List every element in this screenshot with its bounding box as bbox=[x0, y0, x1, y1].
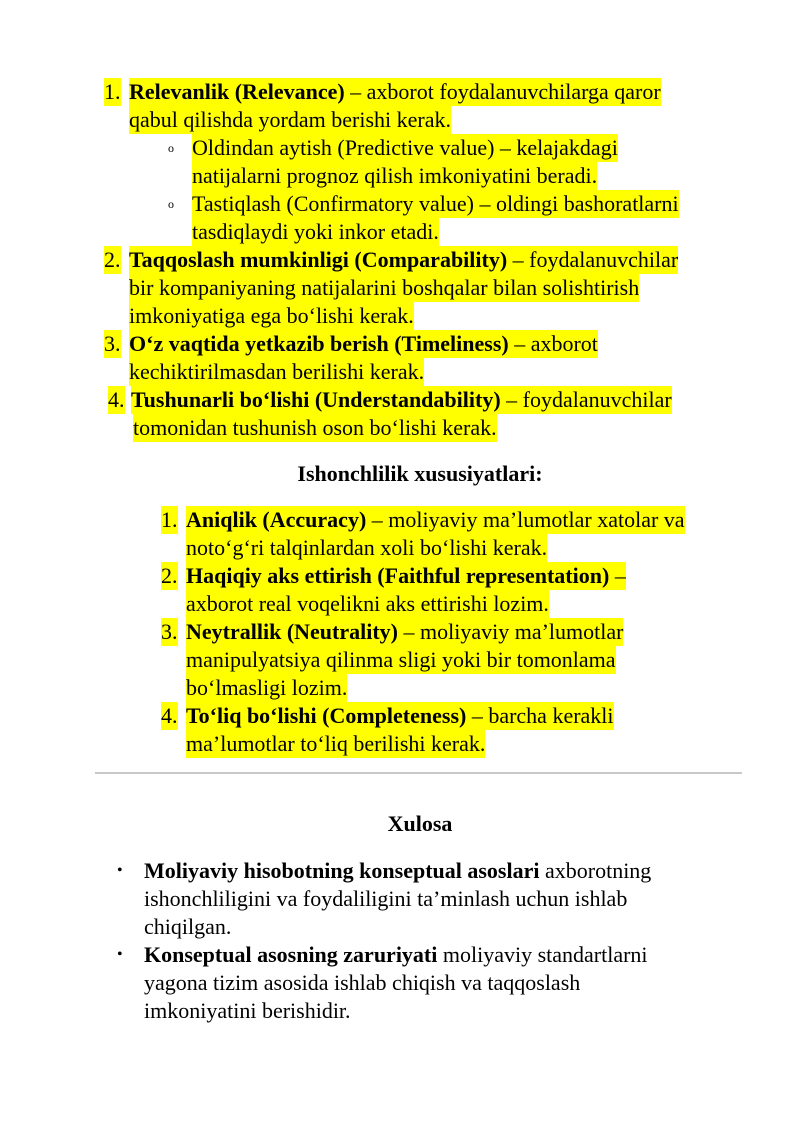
bullet-text: moliyaviy standartlarni bbox=[437, 942, 648, 967]
list-item-line: axborot real voqelikni aks ettirishi lozim. bbox=[186, 591, 549, 616]
bullet-line bbox=[144, 941, 648, 969]
bullet-line: yagona tizim asosida ishlab chiqish va taqqoslash bbox=[144, 970, 581, 995]
list-item-line: noto‘g‘ri talqinlardan xoli bo‘lishi kerak. bbox=[186, 535, 548, 560]
term: Konseptual asosning zaruriyati bbox=[144, 942, 438, 967]
term: Tushunarli bo‘lishi (Understandability) bbox=[131, 387, 501, 412]
sub-item-line: Tastiqlash (Confirmatory value) – oldingi bashoratlarni bbox=[192, 191, 679, 216]
term: Aniqlik (Accuracy) bbox=[186, 507, 367, 532]
definition-text: – moliyaviy ma’lumotlar bbox=[398, 619, 624, 644]
list-number: 1. bbox=[104, 79, 121, 104]
section-heading: Xulosa bbox=[387, 811, 453, 836]
term: Neytrallik (Neutrality) bbox=[186, 619, 398, 644]
bullet-line: imkoniyatini berishidir. bbox=[144, 998, 351, 1023]
list-item-line: kechiktirilmasdan berilishi kerak. bbox=[129, 359, 425, 384]
term: To‘liq bo‘lishi (Completeness) bbox=[186, 703, 467, 728]
sub-item-line: Oldindan aytish (Predictive value) – kelajakdagi bbox=[192, 135, 618, 160]
term: Relevanlik (Relevance) bbox=[129, 79, 345, 104]
list-number: 4. bbox=[108, 387, 125, 412]
list-item-line bbox=[186, 618, 623, 646]
bullet-icon: • bbox=[117, 946, 123, 963]
definition-text: – foydalanuvchilar bbox=[500, 387, 672, 412]
list-item-line: manipulyatsiya qilinma sligi yoki bir tomonlama bbox=[186, 647, 616, 672]
definition-text: – foydalanuvchilar bbox=[507, 247, 679, 272]
bullet-line bbox=[144, 857, 651, 885]
bullet-icon: • bbox=[117, 862, 123, 879]
term: Moliyaviy hisobotning konseptual asoslari bbox=[144, 858, 540, 883]
bullet-line: ishonchliligini va foydaliligini ta’minlash uchun ishlab bbox=[144, 886, 628, 911]
definition-text: – bbox=[609, 563, 626, 588]
list-item-line bbox=[129, 330, 598, 358]
list-item-line: tomonidan tushunish oson bo‘lishi kerak. bbox=[133, 415, 497, 440]
list-item-line bbox=[131, 386, 672, 414]
list-item-line bbox=[186, 702, 614, 730]
definition-text: – moliyaviy ma’lumotlar xatolar va bbox=[366, 507, 685, 532]
term: Haqiqiy aks ettirish (Faithful representation) bbox=[186, 563, 610, 588]
list-item-line bbox=[186, 562, 626, 590]
list-item-line bbox=[186, 506, 685, 534]
list-number: 2. bbox=[104, 247, 121, 272]
sub-item-line: tasdiqlaydi yoki inkor etadi. bbox=[192, 219, 439, 244]
definition-text: – axborot bbox=[508, 331, 598, 356]
list-item-line bbox=[129, 246, 678, 274]
list-number: 2. bbox=[161, 563, 178, 588]
list-item-line: imkoniyatiga ega bo‘lishi kerak. bbox=[129, 303, 414, 328]
list-item-line: ma’lumotlar to‘liq berilishi kerak. bbox=[186, 731, 486, 756]
horizontal-divider bbox=[95, 772, 742, 774]
term: Taqqoslash mumkinligi (Comparability) bbox=[129, 247, 508, 272]
list-item-line bbox=[129, 78, 661, 106]
circle-bullet-icon: o bbox=[168, 141, 174, 155]
definition-text: – barcha kerakli bbox=[466, 703, 614, 728]
sub-item-line: natijalarni prognoz qilish imkoniyatini beradi. bbox=[192, 163, 598, 188]
term: O‘z vaqtida yetkazib berish (Timeliness) bbox=[129, 331, 509, 356]
section-heading: Ishonchlilik xususiyatlari: bbox=[297, 461, 543, 486]
circle-bullet-icon: o bbox=[168, 197, 174, 211]
definition-text: – axborot foydalanuvchilarga qaror bbox=[344, 79, 661, 104]
list-number: 1. bbox=[161, 507, 178, 532]
list-number: 4. bbox=[161, 703, 178, 728]
list-item-line: bir kompaniyaning natijalarini boshqalar bilan solishtirish bbox=[129, 275, 640, 300]
bullet-text: axborotning bbox=[539, 858, 652, 883]
list-number: 3. bbox=[161, 619, 178, 644]
list-number: 3. bbox=[104, 331, 121, 356]
list-item-line: qabul qilishda yordam berishi kerak. bbox=[129, 107, 451, 132]
bullet-line: chiqilgan. bbox=[144, 914, 232, 939]
list-item-line: bo‘lmasligi lozim. bbox=[186, 675, 348, 700]
